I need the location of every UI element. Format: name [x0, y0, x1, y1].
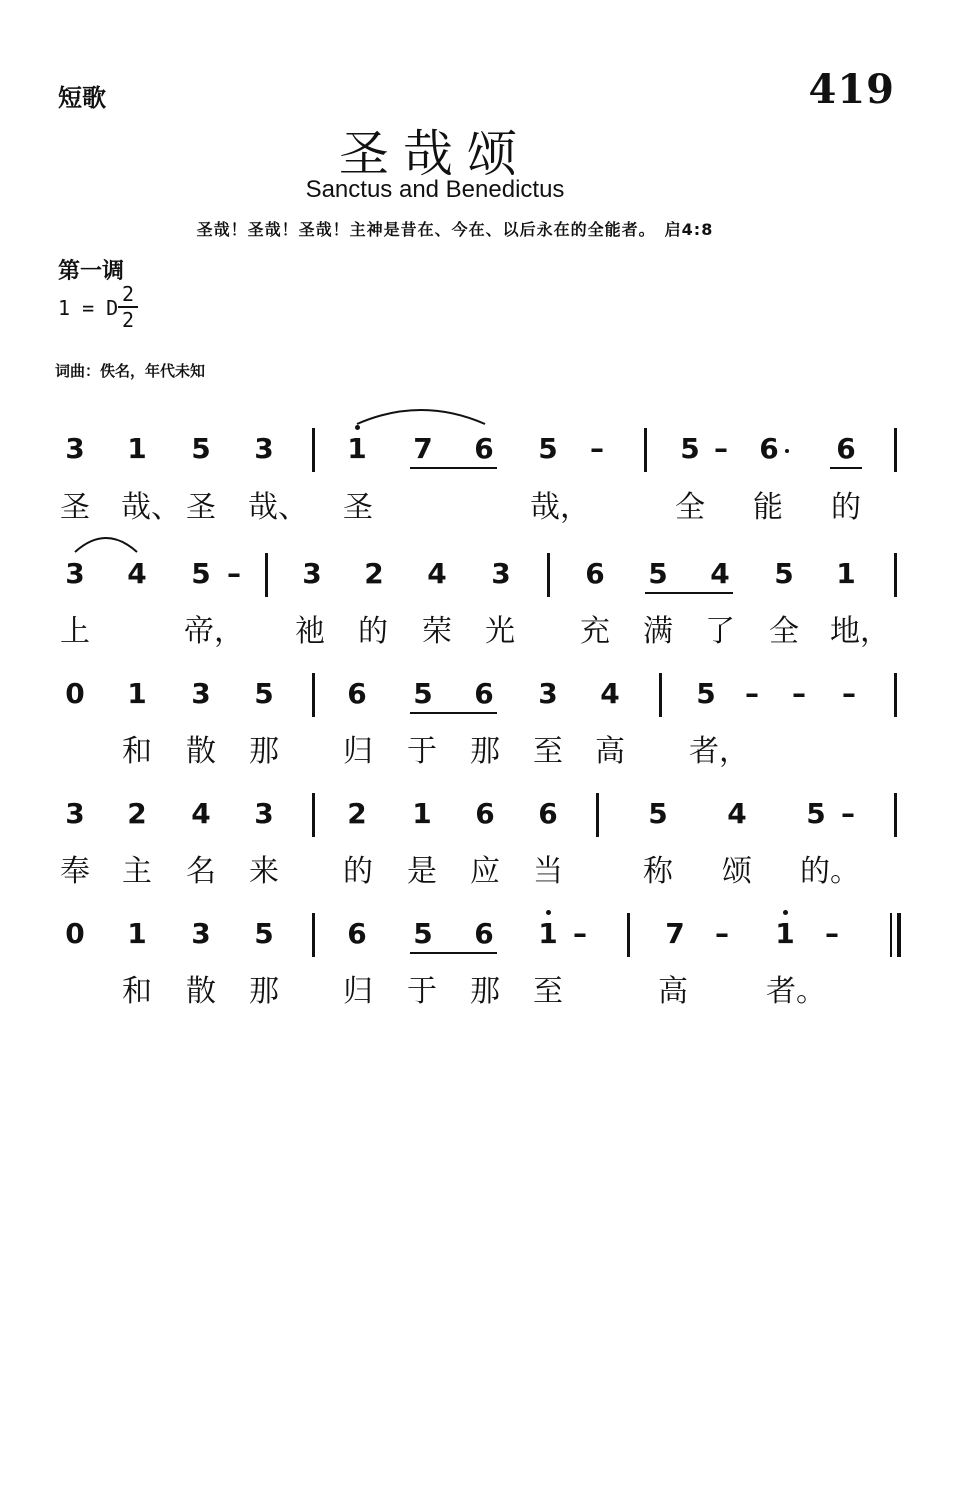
note-symbol: 6	[836, 432, 856, 465]
note	[117, 917, 157, 951]
note	[528, 797, 568, 831]
note-symbol: 4	[727, 797, 747, 830]
note-symbol: 2	[127, 797, 147, 830]
note-symbol: 4	[127, 557, 147, 590]
note	[590, 677, 630, 711]
lyric-syllable: 的。	[800, 854, 860, 889]
lyric-syllable: 充	[580, 614, 610, 649]
note-symbol: 5	[413, 917, 433, 950]
note-symbol: 5	[254, 917, 274, 950]
lyric-syllable: 那	[249, 734, 279, 769]
note-symbol: 5	[254, 677, 274, 710]
note-symbol: –	[745, 677, 759, 710]
dash-extension	[732, 677, 772, 711]
note-symbol: 5	[191, 432, 211, 465]
note-symbol: 6	[538, 797, 558, 830]
note	[464, 917, 504, 951]
note-symbol: –	[573, 917, 587, 950]
note	[528, 677, 568, 711]
note-symbol: 1	[538, 917, 557, 951]
note-symbol: 6	[475, 797, 495, 830]
note	[686, 677, 726, 711]
note-symbol: –	[842, 677, 856, 710]
note-symbol: 3	[191, 917, 211, 950]
lyric-syllable: 上	[60, 614, 90, 649]
note	[244, 797, 284, 831]
lyric-syllable: 归	[343, 974, 373, 1009]
note-symbol: 6	[347, 917, 367, 950]
note-symbol: –	[715, 917, 729, 950]
note-symbol: 1	[412, 797, 432, 830]
note	[464, 677, 504, 711]
note	[117, 797, 157, 831]
note-symbol: 1	[775, 917, 794, 951]
lyric-syllable: 的	[358, 614, 388, 649]
barline	[894, 673, 897, 717]
note-symbol: 5	[696, 677, 716, 710]
note-symbol: 5	[191, 557, 211, 590]
note-symbol: 1	[127, 677, 147, 710]
dash-extension	[560, 917, 600, 951]
category-label: 短歌	[58, 83, 106, 112]
dash-extension	[828, 797, 868, 831]
note-symbol: 4	[600, 677, 620, 710]
note	[55, 677, 95, 711]
lyric-syllable: 颂	[722, 854, 752, 889]
note	[717, 797, 757, 831]
note	[655, 917, 695, 951]
note-symbol: 5	[648, 557, 668, 590]
lyric-syllable: 于	[407, 974, 437, 1009]
note-symbol: 4	[191, 797, 211, 830]
scripture-verse: 圣哉！圣哉！圣哉！主神是昔在、今在、以后永在的全能者。 启4:8	[196, 220, 714, 239]
lyric-syllable: 于	[407, 734, 437, 769]
lyric-syllable: 帝，	[184, 614, 244, 649]
barline	[659, 673, 662, 717]
lyric-syllable: 了	[705, 614, 735, 649]
note	[244, 677, 284, 711]
lyric-syllable: 至	[533, 974, 563, 1009]
lyric-syllable: 和	[122, 974, 152, 1009]
note-symbol: 3	[254, 797, 274, 830]
note-symbol: 4	[427, 557, 447, 590]
lyric-syllable: 祂	[295, 614, 325, 649]
barline	[894, 793, 897, 837]
note-symbol: 2	[347, 797, 367, 830]
dash-extension	[702, 917, 742, 951]
note-symbol: –	[714, 432, 728, 465]
note	[337, 917, 377, 951]
lyric-syllable: 高	[595, 734, 625, 769]
note-symbol: 1	[836, 557, 856, 590]
note	[337, 677, 377, 711]
lyric-syllable: 那	[470, 974, 500, 1009]
lyric-syllable: 全	[675, 490, 705, 525]
barline	[312, 913, 315, 957]
dash-extension	[829, 677, 869, 711]
note	[337, 797, 377, 831]
note-symbol: 5	[413, 677, 433, 710]
note	[403, 677, 443, 711]
dash-extension	[812, 917, 852, 951]
note	[638, 797, 678, 831]
lyric-syllable: 散	[186, 974, 216, 1009]
barline	[312, 673, 315, 717]
lyric-syllable: 奉	[60, 854, 90, 889]
note-symbol: 3	[538, 677, 558, 710]
lyric-syllable: 能	[753, 490, 783, 525]
barline	[596, 793, 599, 837]
page-subtitle: Sanctus and Benedictus	[305, 176, 565, 203]
lyric-syllable: 圣	[343, 490, 373, 525]
time-signature-bottom: 2	[121, 308, 135, 332]
note-symbol: 6	[759, 432, 778, 466]
lyric-syllable: 来	[249, 854, 279, 889]
lyric-syllable: 归	[343, 734, 373, 769]
key-signature: 1 = D	[58, 296, 119, 320]
octave-dot	[783, 910, 788, 915]
note	[55, 917, 95, 951]
lyric-syllable: 那	[470, 734, 500, 769]
note-symbol: 0	[65, 917, 85, 950]
lyric-syllable: 当	[533, 854, 563, 889]
note-symbol: 6	[585, 557, 605, 590]
note-symbol: 5	[538, 432, 558, 465]
final-barline	[897, 913, 901, 957]
lyric-syllable: 地，	[830, 614, 890, 649]
note-symbol: 3	[491, 557, 511, 590]
dash-extension	[779, 677, 819, 711]
note-symbol: 7	[665, 917, 685, 950]
lyric-syllable: 者，	[689, 734, 749, 769]
note-symbol: 6	[474, 432, 494, 465]
note-symbol: 5	[648, 797, 668, 830]
lyric-syllable: 高	[658, 974, 688, 1009]
page-title: 圣哉颂	[339, 125, 531, 183]
note-symbol: 5	[680, 432, 700, 465]
note	[55, 797, 95, 831]
lyric-syllable: 名	[186, 854, 216, 889]
octave-dot	[546, 910, 551, 915]
note-symbol: –	[227, 557, 241, 590]
lyric-syllable: 主	[122, 854, 152, 889]
lyric-syllable: 者。	[766, 974, 826, 1009]
note	[181, 917, 221, 951]
note	[244, 917, 284, 951]
note-symbol: 3	[65, 557, 85, 590]
beam-underline	[410, 952, 497, 954]
note-symbol: 5	[774, 557, 794, 590]
lyric-syllable: 的	[343, 854, 373, 889]
note-symbol: 1	[127, 917, 147, 950]
note-symbol: 6	[474, 677, 494, 710]
lyric-syllable: 至	[533, 734, 563, 769]
note-symbol: –	[825, 917, 839, 950]
note-symbol: 3	[65, 432, 85, 465]
note-symbol: 1	[127, 432, 147, 465]
lyric-syllable: 那	[249, 974, 279, 1009]
lyric-syllable: 是	[407, 854, 437, 889]
note-symbol: 5	[806, 797, 826, 830]
lyric-syllable: 的	[831, 490, 861, 525]
note	[181, 797, 221, 831]
lyric-syllable: 荣	[422, 614, 452, 649]
lyric-syllable: 哉、	[248, 490, 308, 525]
lyric-syllable: 散	[186, 734, 216, 769]
lyric-syllable: 满	[643, 614, 673, 649]
note-symbol: 6	[347, 677, 367, 710]
note	[765, 917, 805, 951]
note-symbol: –	[792, 677, 806, 710]
note-symbol: 0	[65, 677, 85, 710]
lyric-syllable: 哉，	[530, 490, 590, 525]
mode-label: 第一调	[58, 258, 125, 284]
beam-underline	[410, 712, 497, 714]
note	[402, 797, 442, 831]
note-symbol: 6	[474, 917, 494, 950]
lyric-syllable: 和	[122, 734, 152, 769]
barline	[312, 793, 315, 837]
lyric-syllable: 哉、	[121, 490, 181, 525]
note-symbol: 4	[710, 557, 730, 590]
note	[117, 677, 157, 711]
lyric-syllable: 圣	[60, 490, 90, 525]
lyric-syllable: 光	[485, 614, 515, 649]
lyric-syllable: 称	[643, 854, 673, 889]
note-symbol: 2	[364, 557, 384, 590]
note-symbol: –	[841, 797, 855, 830]
credits: 词曲：佚名，年代未知	[55, 362, 206, 380]
time-signature-top: 2	[118, 282, 138, 308]
note-symbol: –	[590, 432, 604, 465]
lyric-syllable: 应	[470, 854, 500, 889]
hymn-number: 419	[808, 66, 895, 113]
note	[465, 797, 505, 831]
note-symbol: 7	[413, 432, 433, 465]
note	[181, 677, 221, 711]
note	[403, 917, 443, 951]
lyric-syllable: 圣	[186, 490, 216, 525]
note-symbol: 1	[347, 432, 366, 466]
note-symbol: 3	[254, 432, 274, 465]
note-symbol: 3	[65, 797, 85, 830]
final-barline	[890, 913, 892, 957]
note-symbol: 3	[302, 557, 322, 590]
lyric-syllable: 全	[769, 614, 799, 649]
barline	[627, 913, 630, 957]
note-symbol: 3	[191, 677, 211, 710]
